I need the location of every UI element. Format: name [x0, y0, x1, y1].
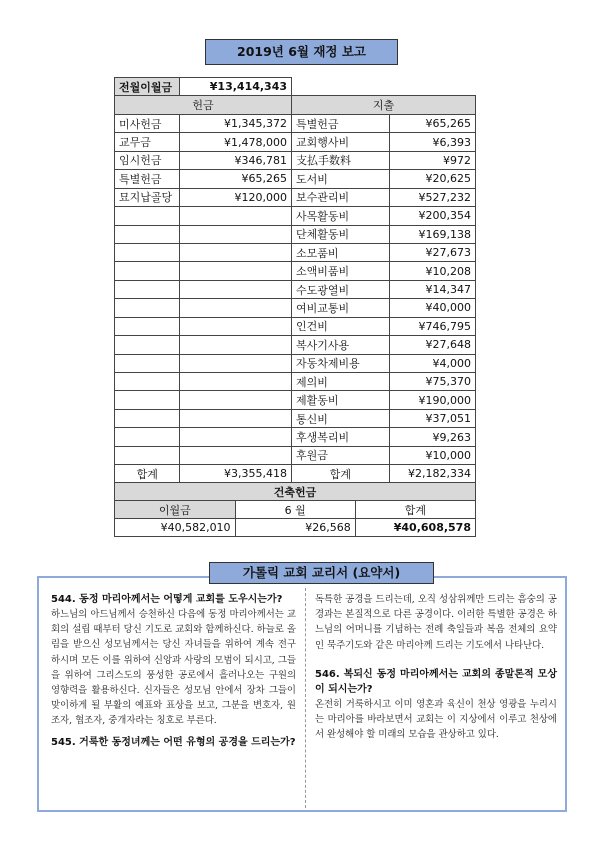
table-row — [115, 262, 476, 280]
table-row — [115, 299, 476, 317]
expense-value: ¥10,000 — [389, 446, 475, 464]
table-row — [115, 114, 476, 132]
empty-cell — [115, 225, 180, 243]
article-right-column — [315, 592, 557, 742]
income-value: ¥120,000 — [180, 188, 292, 206]
table-row — [115, 317, 476, 335]
table-row — [115, 133, 476, 151]
expense-value: ¥9,263 — [389, 428, 475, 446]
table-row — [115, 336, 476, 354]
income-total-label: 합계 — [115, 465, 180, 483]
income-value: ¥346,781 — [180, 151, 292, 169]
expense-value: ¥27,648 — [389, 336, 475, 354]
empty-cell — [180, 446, 292, 464]
article-left-column — [51, 592, 296, 750]
empty-cell — [115, 391, 180, 409]
empty-cell — [115, 317, 180, 335]
income-value: ¥1,478,000 — [180, 133, 292, 151]
table-row — [115, 225, 476, 243]
empty-cell — [180, 373, 292, 391]
empty-cell — [180, 428, 292, 446]
expense-header: 지출 — [292, 96, 476, 114]
blank-cell — [292, 78, 476, 96]
table-row — [115, 391, 476, 409]
expense-value: ¥200,354 — [389, 207, 475, 225]
income-label: 묘지납골당 — [115, 188, 180, 206]
expense-label: 소액비품비 — [292, 262, 390, 280]
empty-cell — [180, 299, 292, 317]
income-value: ¥65,265 — [180, 170, 292, 188]
empty-cell — [180, 354, 292, 372]
expense-total-value: ¥2,182,334 — [389, 465, 475, 483]
table-row — [115, 151, 476, 169]
empty-cell — [115, 262, 180, 280]
building-fund-carryover-value: ¥40,582,010 — [115, 519, 236, 537]
table-row — [115, 409, 476, 427]
expense-label: 교회행사비 — [292, 133, 390, 151]
empty-cell — [115, 428, 180, 446]
answer-545: 독특한 공경을 드리는데, 오직 성삼위께만 드리는 흠숭의 공경과는 본질적으로 다른 공경이다. 이러한 특별한 공경은 하느님의 어머니를 기념하는 전례 축일들과 복음 전체의 요약인 묵주기도와 같은 마리아께 드리는 기도에서 나타난다. — [315, 594, 557, 651]
expense-value: ¥20,625 — [389, 170, 475, 188]
empty-cell — [180, 409, 292, 427]
expense-label: 통신비 — [292, 409, 390, 427]
income-header: 헌금 — [115, 96, 292, 114]
catechism-article — [37, 576, 567, 812]
expense-value: ¥527,232 — [389, 188, 475, 206]
building-fund-header-total: 합계 — [355, 501, 475, 519]
header-row — [115, 96, 476, 114]
expense-value: ¥75,370 — [389, 373, 475, 391]
building-fund-header-month: 6 월 — [235, 501, 355, 519]
empty-cell — [180, 262, 292, 280]
expense-value: ¥27,673 — [389, 243, 475, 261]
building-fund-month-value: ¥26,568 — [235, 519, 355, 537]
expense-total-label: 합계 — [292, 465, 390, 483]
expense-label: 수도광열비 — [292, 280, 390, 298]
carryover-row — [115, 78, 476, 96]
expense-value: ¥10,208 — [389, 262, 475, 280]
table-row — [115, 446, 476, 464]
expense-label: 제의비 — [292, 373, 390, 391]
expense-label: 제활동비 — [292, 391, 390, 409]
report-title: 2019년 6월 재정 보고 — [205, 39, 398, 65]
empty-cell — [115, 354, 180, 372]
expense-value: ¥6,393 — [389, 133, 475, 151]
empty-cell — [115, 373, 180, 391]
expense-value: ¥14,347 — [389, 280, 475, 298]
expense-label: 인건비 — [292, 317, 390, 335]
carryover-value: ¥13,414,343 — [180, 78, 292, 96]
expense-value: ¥37,051 — [389, 409, 475, 427]
empty-cell — [115, 299, 180, 317]
carryover-label: 전월이월금 — [115, 78, 180, 96]
finance-table — [114, 77, 476, 502]
expense-value: ¥746,795 — [389, 317, 475, 335]
expense-value: ¥972 — [389, 151, 475, 169]
expense-label: 소모품비 — [292, 243, 390, 261]
totals-row — [115, 465, 476, 483]
expense-label: 후원금 — [292, 446, 390, 464]
table-row — [115, 243, 476, 261]
building-fund-table — [114, 482, 476, 537]
income-label: 특별헌금 — [115, 170, 180, 188]
answer-544: 하느님의 아드님께서 승천하신 다음에 동정 마리아께서는 교회의 설립 때부터 당신 기도로 교회와 함께하신다. 하늘로 올림을 받으신 성모님께서는 당신 자녀들을 위하여 계속 전구하시며 모든 이를 위하여 신앙과 사랑의 모범이 되시고, 그들을 위하여 그리스도의 풍성한 공로에서 흘러나오는 구원의 영향력을 활용하신다. 신자들은 성모님 안에서 장차 그들이 맞이하게 될 부활의 예표와 표상을 보고, 그분을 변호자, 원조자, 협조자, 중개자라는 칭호로 부른다. — [51, 609, 296, 727]
building-fund-header-carryover: 이월금 — [115, 501, 236, 519]
empty-cell — [115, 446, 180, 464]
table-row — [115, 207, 476, 225]
income-total-value: ¥3,355,418 — [180, 465, 292, 483]
expense-value: ¥4,000 — [389, 354, 475, 372]
table-row — [115, 280, 476, 298]
empty-cell — [180, 317, 292, 335]
expense-value: ¥169,138 — [389, 225, 475, 243]
expense-label: 후생복리비 — [292, 428, 390, 446]
empty-cell — [180, 207, 292, 225]
empty-cell — [180, 243, 292, 261]
section-title: 가톨릭 교회 교리서 (요약서) — [209, 562, 434, 584]
table-row — [115, 170, 476, 188]
question-545: 545. 거룩한 동정녀께는 어떤 유형의 공경을 드리는가? — [51, 736, 296, 748]
income-value: ¥1,345,372 — [180, 114, 292, 132]
expense-label: 사목활동비 — [292, 207, 390, 225]
empty-cell — [115, 243, 180, 261]
expense-label: 支払手数料 — [292, 151, 390, 169]
table-row — [115, 373, 476, 391]
expense-label: 특별헌금 — [292, 114, 390, 132]
income-label: 미사헌금 — [115, 114, 180, 132]
question-546: 546. 복되신 동정 마리아께서는 교회의 종말론적 모상이 되시는가? — [315, 668, 557, 695]
expense-label: 보수관리비 — [292, 188, 390, 206]
table-row — [115, 188, 476, 206]
expense-label: 단체활동비 — [292, 225, 390, 243]
building-fund-total-value: ¥40,608,578 — [355, 519, 475, 537]
empty-cell — [115, 280, 180, 298]
empty-cell — [115, 409, 180, 427]
expense-label: 여비교통비 — [292, 299, 390, 317]
income-label: 임시헌금 — [115, 151, 180, 169]
question-544: 544. 동정 마리아께서는 어떻게 교회를 도우시는가? — [51, 594, 283, 605]
expense-label: 도서비 — [292, 170, 390, 188]
expense-label: 자동차제비용 — [292, 354, 390, 372]
empty-cell — [115, 336, 180, 354]
table-row — [115, 428, 476, 446]
empty-cell — [115, 207, 180, 225]
column-divider — [305, 588, 307, 808]
table-row — [115, 354, 476, 372]
empty-cell — [180, 280, 292, 298]
building-fund-title: 건축헌금 — [115, 483, 476, 501]
answer-546: 온전히 거룩하시고 이미 영혼과 육신이 천상 영광을 누리시는 마리아를 바라보면서 교회는 이 지상에서 이루고 천상에서 완성해야 할 미래의 모습을 관상하고 있다. — [315, 698, 557, 741]
empty-cell — [180, 391, 292, 409]
empty-cell — [180, 336, 292, 354]
expense-value: ¥40,000 — [389, 299, 475, 317]
income-label: 교무금 — [115, 133, 180, 151]
expense-value: ¥190,000 — [389, 391, 475, 409]
empty-cell — [180, 225, 292, 243]
expense-value: ¥65,265 — [389, 114, 475, 132]
expense-label: 복사기사용 — [292, 336, 390, 354]
